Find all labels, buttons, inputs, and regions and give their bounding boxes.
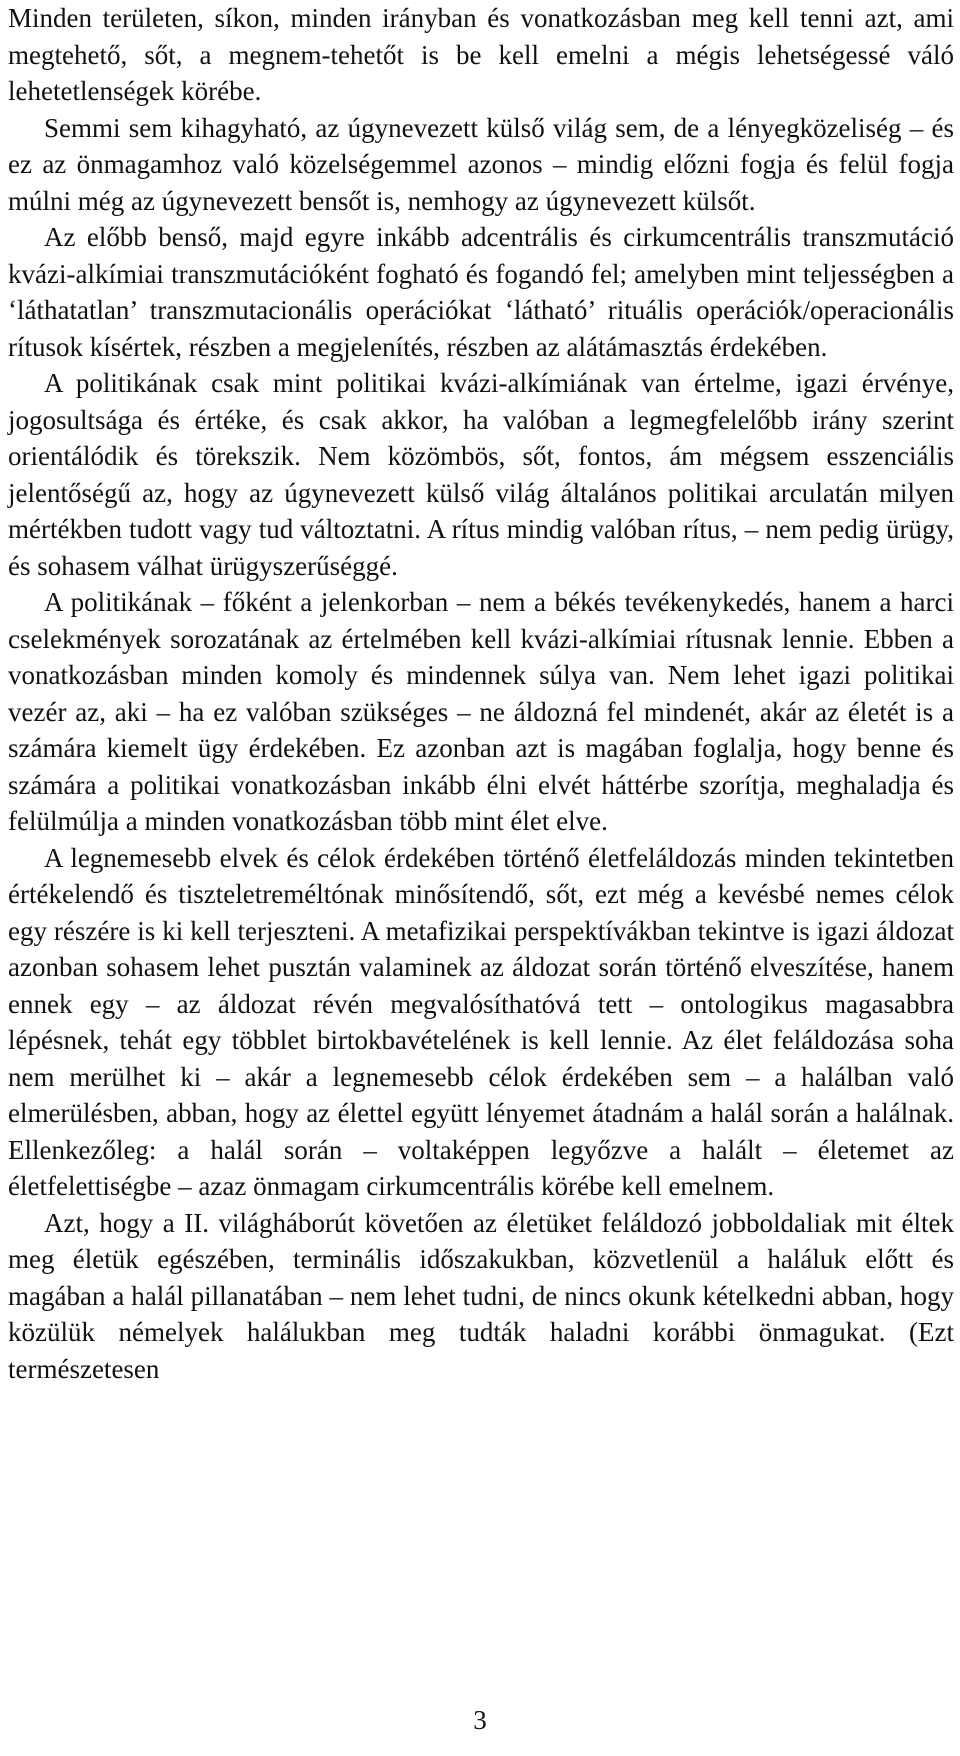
- paragraph-3: Az előbb benső, majd egyre inkább adcentrális és cirkumcentrális transzmutáció kvázi-alkímiai transzmutációként fogható és fogandó fel; amelyben mint teljességben a ‘láthatatlan’ transzmutacionális operációkat ‘látható’ rituális operációk/operacionális rítusok kísértek, részben a megjelenítés, részben az alátámasztás érdekében.: [8, 222, 954, 362]
- paragraph-6: A legnemesebb elvek és célok érdekében történő életfeláldozás minden tekintetben értékelendő és tiszteletreméltónak minősítendő, sőt, ezt még a kevésbé nemes célok egy részére is ki kell terjeszteni. A metafizikai perspektívákban tekintve is igazi áldozat azonban sohasem lehet pusztán valaminek az áldozat során történő elveszítése, hanem ennek egy – az áldozat révén megvalósíthatóvá tett – ontologikus magasabbra lépésnek, tehát egy többlet birtokbavételének is kell lennie. Az élet feláldozása soha nem merülhet ki – akár a legnemesebb célok érdekében sem – a halálban való elmerülésben, abban, hogy az élettel együtt lényemet átadnám a halál során a halálnak. Ellenkezőleg: a halál során – voltaképpen legyőzve a halált – életemet az életfelettiségbe – azaz önmagam cirkumcentrális körébe kell emelnem.: [8, 842, 954, 1201]
- paragraph-1: Minden területen, síkon, minden irányban és vonatkozásban meg kell tenni azt, ami megtehető, sőt, a megnem-tehetőt is be kell emelni a mégis lehetségessé váló lehetetlenségek körébe.: [8, 3, 954, 106]
- page-number: 3: [473, 1705, 487, 1735]
- paragraph-5: A politikának – főként a jelenkorban – nem a békés tevékenykedés, hanem a harci cselekmények sorozatának az értelmében kell kvázi-alkímiai rítusnak lennie. Ebben a vonatkozásban minden komoly és mindennek súlya van. Nem lehet igazi politikai vezér az, aki – ha ez valóban szükséges – ne áldozná fel mindenét, akár az életét is a számára kiemelt ügy érdekében. Ez azonban azt is magában foglalja, hogy benne és számára a politikai vonatkozásban inkább élni elvét háttérbe szorítja, meghaladja és felülmúlja a minden vonatkozásban több mint élet elve.: [8, 587, 954, 836]
- paragraph-4: A politikának csak mint politikai kvázi-alkímiának van értelme, igazi érvénye, jogosultsága és értéke, és csak akkor, ha valóban a legmegfelelőbb irány szerint orientálódik és törekszik. Nem közömbös, sőt, fontos, ám mégsem esszenciális jelentőségű az, hogy az úgynevezett külső világ általános politikai arculatán milyen mértékben tudott vagy tud változtatni. A rítus mindig valóban rítus, – nem pedig ürügy, és sohasem válhat ürügyszerűséggé.: [8, 368, 954, 581]
- document-page: [8, 0, 954, 1387]
- paragraph-2: Semmi sem kihagyható, az úgynevezett külső világ sem, de a lényegközeliség – és ez az önmagamhoz való közelségemmel azonos – mindig előzni fogja és felül fogja múlni még az úgynevezett bensőt is, nemhogy az úgynevezett külsőt.: [8, 112, 954, 216]
- paragraph-7: Azt, hogy a II. világháborút követően az életüket feláldozó jobboldaliak mit éltek meg életük egészében, terminális időszakukban, közvetlenül a haláluk előtt és magában a halál pillanatában – nem lehet tudni, de nincs okunk kételkedni abban, hogy közülük némelyek halálukban meg tudták haladni korábbi önmagukat. (Ezt természetesen: [8, 1207, 954, 1384]
